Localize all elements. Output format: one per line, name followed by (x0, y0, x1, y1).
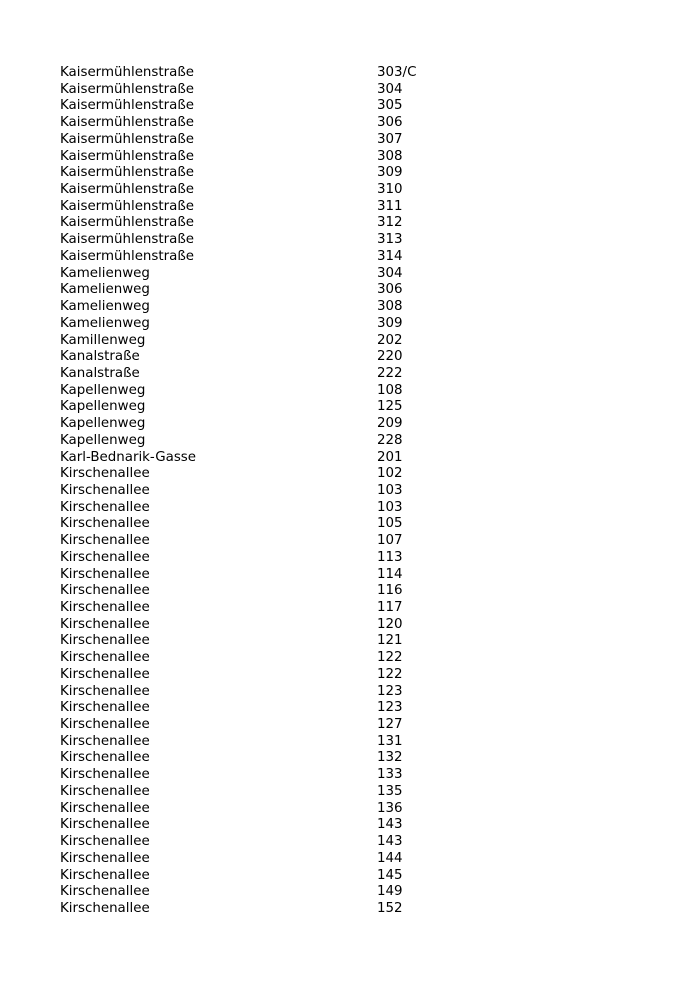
house-number: 304 (377, 265, 403, 281)
house-number: 303/C (377, 65, 417, 80)
street-name: Kirschenallee (60, 666, 150, 682)
street-name: Kirschenallee (60, 633, 150, 649)
house-number: 309 (377, 165, 403, 181)
house-number: 222 (377, 365, 403, 381)
street-name: Kirschenallee (60, 867, 150, 883)
house-number: 201 (377, 449, 403, 465)
house-number: 149 (377, 884, 403, 900)
street-name: Kapellenweg (60, 416, 146, 432)
house-number: 202 (377, 332, 403, 348)
house-number: 131 (377, 733, 403, 749)
house-number: 136 (377, 800, 403, 816)
house-number: 122 (377, 650, 403, 666)
house-number: 113 (377, 549, 403, 565)
street-name: Kaisermühlenstraße (60, 81, 195, 97)
street-name: Kirschenallee (60, 516, 150, 532)
street-name: Kamelienweg (60, 282, 150, 298)
street-name: Kaisermühlenstraße (60, 198, 195, 214)
house-number: 116 (377, 583, 403, 599)
house-number: 132 (377, 750, 403, 766)
house-number: 306 (377, 115, 403, 131)
house-number: 209 (377, 416, 403, 432)
house-number: 103 (377, 499, 403, 515)
street-name: Kapellenweg (60, 432, 146, 448)
street-name: Kirschenallee (60, 834, 150, 850)
street-name: Kamelienweg (60, 265, 150, 281)
house-number: 309 (377, 315, 403, 331)
house-number: 123 (377, 700, 403, 716)
house-number: 143 (377, 817, 403, 833)
street-name: Kirschenallee (60, 800, 150, 816)
street-name: Kirschenallee (60, 733, 150, 749)
house-number: 103 (377, 482, 403, 498)
street-name: Kirschenallee (60, 783, 150, 799)
house-number: 220 (377, 349, 403, 365)
street-name: Kaisermühlenstraße (60, 148, 195, 164)
house-number: 304 (377, 81, 403, 97)
street-name: Kamelienweg (60, 299, 150, 315)
street-name: Kirschenallee (60, 482, 150, 498)
house-number: 314 (377, 248, 403, 264)
house-number: 307 (377, 131, 403, 147)
street-name: Karl-Bednarik-Gasse (60, 449, 197, 465)
house-number: 117 (377, 600, 403, 615)
house-number: 107 (377, 533, 403, 549)
house-number: 108 (377, 382, 403, 398)
street-name: Kaisermühlenstraße (60, 65, 195, 80)
house-number: 310 (377, 182, 403, 198)
street-name: Kirschenallee (60, 750, 150, 766)
house-number: 125 (377, 399, 403, 415)
house-number: 133 (377, 767, 403, 783)
street-name: Kapellenweg (60, 399, 146, 415)
house-number: 308 (377, 299, 403, 315)
street-name: Kirschenallee (60, 533, 150, 549)
street-name: Kaisermühlenstraße (60, 248, 195, 264)
street-name: Kirschenallee (60, 817, 150, 833)
street-name: Kirschenallee (60, 549, 150, 565)
street-name: Kaisermühlenstraße (60, 115, 195, 131)
street-name: Kanalstraße (60, 365, 140, 381)
house-number: 135 (377, 783, 403, 799)
house-number: 152 (377, 900, 403, 916)
house-number: 122 (377, 666, 403, 682)
street-name: Kirschenallee (60, 717, 150, 733)
house-number: 305 (377, 98, 403, 114)
house-number: 102 (377, 466, 403, 482)
street-name: Kapellenweg (60, 382, 146, 398)
street-name: Kirschenallee (60, 566, 150, 582)
street-name: Kirschenallee (60, 600, 150, 615)
house-number: 121 (377, 633, 403, 649)
street-name: Kirschenallee (60, 650, 150, 666)
house-number: 145 (377, 867, 403, 883)
house-number: 308 (377, 148, 403, 164)
street-name: Kirschenallee (60, 900, 150, 916)
house-number: 120 (377, 616, 403, 632)
house-number: 127 (377, 717, 403, 733)
street-name: Kirschenallee (60, 700, 150, 716)
house-number: 312 (377, 215, 403, 231)
street-name: Kirschenallee (60, 583, 150, 599)
street-name: Kamillenweg (60, 332, 146, 348)
house-number: 123 (377, 683, 403, 699)
street-name: Kaisermühlenstraße (60, 215, 195, 231)
street-name: Kamelienweg (60, 315, 150, 331)
street-name: Kirschenallee (60, 683, 150, 699)
street-name: Kaisermühlenstraße (60, 182, 195, 198)
house-number: 114 (377, 566, 403, 582)
street-name: Kanalstraße (60, 349, 140, 365)
street-name: Kirschenallee (60, 767, 150, 783)
house-number: 228 (377, 432, 403, 448)
street-name: Kaisermühlenstraße (60, 232, 195, 248)
street-name: Kirschenallee (60, 884, 150, 900)
house-number: 143 (377, 834, 403, 850)
house-number: 144 (377, 850, 403, 866)
street-name: Kirschenallee (60, 499, 150, 515)
house-number: 306 (377, 282, 403, 298)
street-name: Kaisermühlenstraße (60, 131, 195, 147)
street-name: Kirschenallee (60, 466, 150, 482)
street-name: Kirschenallee (60, 850, 150, 866)
house-number: 311 (377, 198, 403, 214)
house-number: 313 (377, 232, 403, 248)
house-number: 105 (377, 516, 403, 532)
street-name: Kirschenallee (60, 616, 150, 632)
street-name: Kaisermühlenstraße (60, 165, 195, 181)
street-name: Kaisermühlenstraße (60, 98, 195, 114)
